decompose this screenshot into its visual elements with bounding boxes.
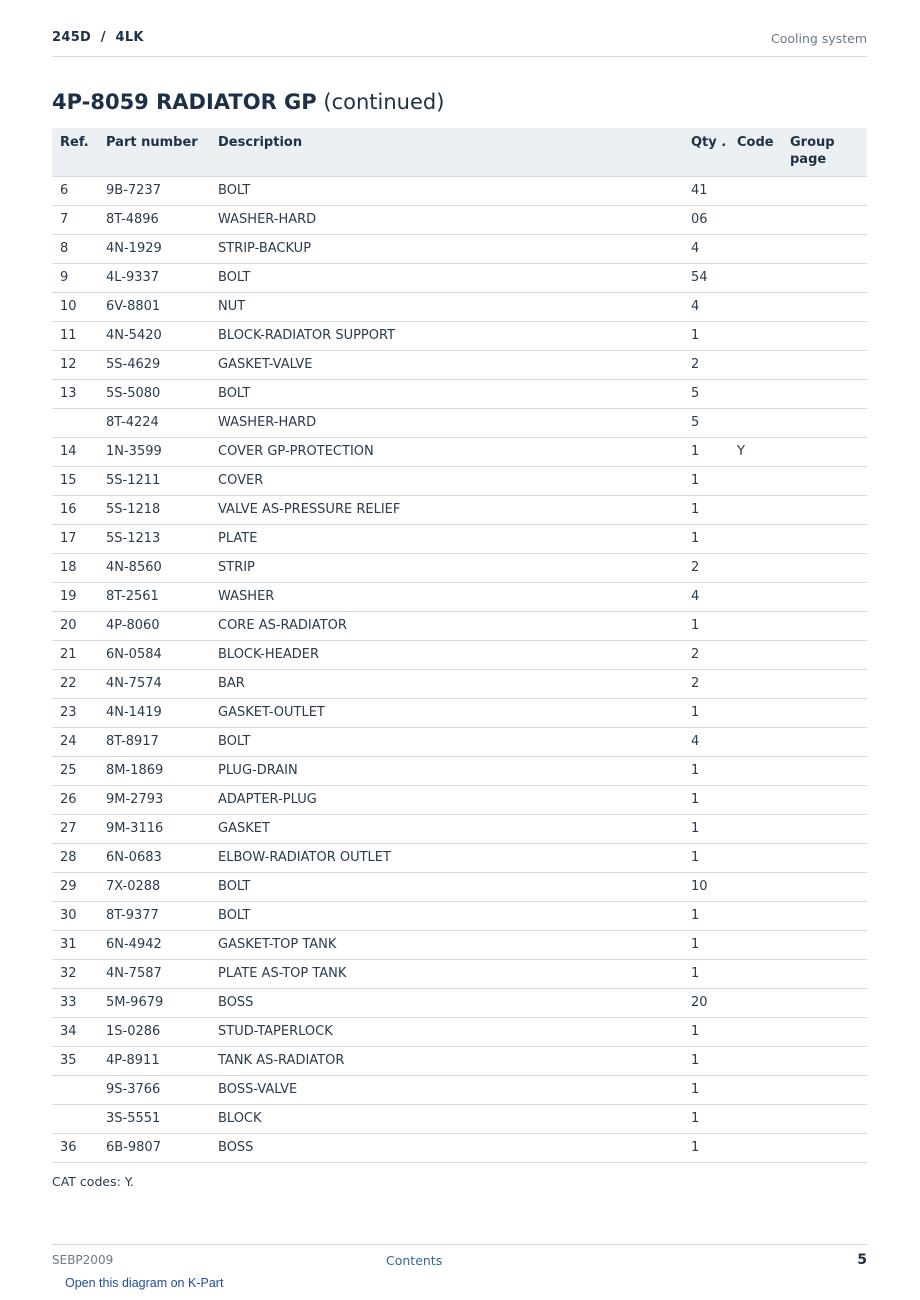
table-row	[52, 843, 867, 872]
table-row	[52, 640, 867, 669]
cell-group-page	[782, 901, 867, 930]
cell-description: STRIP-BACKUP	[210, 234, 683, 263]
cell-code	[729, 553, 782, 582]
cell-description: STUD-TAPERLOCK	[210, 1017, 683, 1046]
cell-qty: 1	[683, 785, 729, 814]
cell-group-page	[782, 350, 867, 379]
cell-group-page	[782, 176, 867, 205]
cell-part-number: 8T-2561	[98, 582, 210, 611]
table-row	[52, 379, 867, 408]
cell-qty: 1	[683, 901, 729, 930]
table-row	[52, 1104, 867, 1133]
table-row	[52, 1075, 867, 1104]
page-title	[52, 90, 444, 114]
cell-code	[729, 495, 782, 524]
cell-code	[729, 1104, 782, 1133]
cell-group-page	[782, 379, 867, 408]
cell-ref: 6	[52, 176, 98, 205]
cell-part-number: 1S-0286	[98, 1017, 210, 1046]
header-row	[52, 128, 867, 176]
table-row	[52, 582, 867, 611]
cell-part-number: 9M-3116	[98, 814, 210, 843]
cell-group-page	[782, 553, 867, 582]
cell-ref: 9	[52, 263, 98, 292]
cell-qty: 1	[683, 698, 729, 727]
cell-ref	[52, 1075, 98, 1104]
cell-code	[729, 988, 782, 1017]
page-header	[52, 28, 867, 57]
cell-qty: 1	[683, 321, 729, 350]
cell-group-page	[782, 292, 867, 321]
cell-part-number: 4P-8060	[98, 611, 210, 640]
cell-description: COVER GP-PROTECTION	[210, 437, 683, 466]
cell-code	[729, 524, 782, 553]
cell-group-page	[782, 988, 867, 1017]
cell-group-page	[782, 263, 867, 292]
cell-description: PLUG-DRAIN	[210, 756, 683, 785]
table-row	[52, 988, 867, 1017]
cell-part-number: 4N-7574	[98, 669, 210, 698]
cell-qty: 20	[683, 988, 729, 1017]
cell-code	[729, 234, 782, 263]
cell-ref	[52, 408, 98, 437]
cell-group-page	[782, 959, 867, 988]
cell-group-page	[782, 1046, 867, 1075]
cell-group-page	[782, 466, 867, 495]
table-row	[52, 234, 867, 263]
cell-part-number: 3S-5551	[98, 1104, 210, 1133]
table-row	[52, 756, 867, 785]
cell-ref: 14	[52, 437, 98, 466]
cell-description: VALVE AS-PRESSURE RELIEF	[210, 495, 683, 524]
page-footer	[52, 1244, 867, 1275]
cell-qty: 1	[683, 1075, 729, 1104]
cell-code	[729, 379, 782, 408]
cell-description: GASKET	[210, 814, 683, 843]
table-row	[52, 553, 867, 582]
cell-ref: 28	[52, 843, 98, 872]
cell-part-number: 5S-1218	[98, 495, 210, 524]
cell-ref: 18	[52, 553, 98, 582]
cell-qty: 2	[683, 553, 729, 582]
cell-description: BOLT	[210, 176, 683, 205]
table-row	[52, 1046, 867, 1075]
cell-code	[729, 959, 782, 988]
cell-ref: 23	[52, 698, 98, 727]
cell-code	[729, 727, 782, 756]
cell-ref: 7	[52, 205, 98, 234]
cell-group-page	[782, 785, 867, 814]
cell-description: BLOCK-HEADER	[210, 640, 683, 669]
cell-code	[729, 408, 782, 437]
table-row	[52, 669, 867, 698]
model-label: 245D / 4LK	[52, 30, 144, 45]
cell-part-number: 5M-9679	[98, 988, 210, 1017]
cell-qty: 1	[683, 1017, 729, 1046]
cell-ref: 35	[52, 1046, 98, 1075]
col-header-group-page: Group page	[782, 128, 867, 176]
table-row	[52, 814, 867, 843]
cell-qty: 1	[683, 1046, 729, 1075]
table-row	[52, 524, 867, 553]
cell-code	[729, 321, 782, 350]
table-row	[52, 698, 867, 727]
cell-part-number: 5S-1211	[98, 466, 210, 495]
cell-description: PLATE AS-TOP TANK	[210, 959, 683, 988]
cell-description: BOLT	[210, 872, 683, 901]
col-header-qty: Qty .	[683, 128, 729, 176]
cell-group-page	[782, 611, 867, 640]
cell-qty: 1	[683, 611, 729, 640]
cell-description: BOLT	[210, 901, 683, 930]
section-label: Cooling system	[771, 31, 867, 46]
cell-part-number: 7X-0288	[98, 872, 210, 901]
page-number: 5	[857, 1252, 867, 1268]
cell-qty: 1	[683, 959, 729, 988]
table-row	[52, 495, 867, 524]
cell-description: BAR	[210, 669, 683, 698]
cell-description: BOLT	[210, 263, 683, 292]
cell-ref: 19	[52, 582, 98, 611]
title-suffix: (continued)	[323, 90, 445, 114]
cell-qty: 06	[683, 205, 729, 234]
cell-group-page	[782, 727, 867, 756]
cell-qty: 1	[683, 814, 729, 843]
parts-table-body	[52, 176, 867, 1162]
cell-ref: 33	[52, 988, 98, 1017]
cell-code	[729, 176, 782, 205]
cell-group-page	[782, 843, 867, 872]
cell-qty: 1	[683, 524, 729, 553]
cell-ref: 21	[52, 640, 98, 669]
cell-description: GASKET-OUTLET	[210, 698, 683, 727]
cell-part-number: 9S-3766	[98, 1075, 210, 1104]
table-row	[52, 350, 867, 379]
col-header-ref: Ref.	[52, 128, 98, 176]
cell-description: BLOCK	[210, 1104, 683, 1133]
cell-code	[729, 1075, 782, 1104]
cell-qty: 1	[683, 466, 729, 495]
cell-code	[729, 1017, 782, 1046]
cell-ref: 27	[52, 814, 98, 843]
table-row	[52, 437, 867, 466]
cell-qty: 4	[683, 727, 729, 756]
parts-table-header	[52, 128, 867, 176]
cell-ref: 15	[52, 466, 98, 495]
cell-part-number: 8T-4896	[98, 205, 210, 234]
cell-code	[729, 872, 782, 901]
cell-description: WASHER-HARD	[210, 205, 683, 234]
cell-description: GASKET-TOP TANK	[210, 930, 683, 959]
cell-group-page	[782, 582, 867, 611]
cell-qty: 2	[683, 350, 729, 379]
cell-code	[729, 1133, 782, 1162]
cell-qty: 2	[683, 640, 729, 669]
table-row	[52, 263, 867, 292]
cell-ref: 29	[52, 872, 98, 901]
cell-code	[729, 843, 782, 872]
table-row	[52, 785, 867, 814]
cell-part-number: 8T-8917	[98, 727, 210, 756]
cell-part-number: 4N-1419	[98, 698, 210, 727]
cell-description: BOSS	[210, 1133, 683, 1162]
cell-qty: 2	[683, 669, 729, 698]
cell-qty: 1	[683, 930, 729, 959]
cell-qty: 41	[683, 176, 729, 205]
cell-code	[729, 814, 782, 843]
cell-group-page	[782, 930, 867, 959]
cell-part-number: 6N-4942	[98, 930, 210, 959]
cell-part-number: 8T-4224	[98, 408, 210, 437]
cell-qty: 1	[683, 437, 729, 466]
cell-ref: 10	[52, 292, 98, 321]
cell-description: NUT	[210, 292, 683, 321]
cell-group-page	[782, 1075, 867, 1104]
cell-description: BOLT	[210, 727, 683, 756]
cell-part-number: 4N-5420	[98, 321, 210, 350]
cell-code	[729, 263, 782, 292]
cell-group-page	[782, 756, 867, 785]
cell-ref: 25	[52, 756, 98, 785]
cell-description: PLATE	[210, 524, 683, 553]
table-row	[52, 466, 867, 495]
cell-ref: 32	[52, 959, 98, 988]
cell-group-page	[782, 814, 867, 843]
cell-description: TANK AS-RADIATOR	[210, 1046, 683, 1075]
cell-ref: 12	[52, 350, 98, 379]
cell-group-page	[782, 1133, 867, 1162]
cell-qty: 1	[683, 756, 729, 785]
cell-group-page	[782, 1017, 867, 1046]
parts-table	[52, 128, 867, 1163]
cell-part-number: 6N-0683	[98, 843, 210, 872]
cell-qty: 54	[683, 263, 729, 292]
cell-ref: 24	[52, 727, 98, 756]
table-row	[52, 1133, 867, 1162]
cell-qty: 5	[683, 408, 729, 437]
open-diagram-kpart-link[interactable]: Open this diagram on K-Part	[65, 1276, 224, 1290]
cell-qty: 1	[683, 495, 729, 524]
cell-ref: 11	[52, 321, 98, 350]
cell-description: BOSS	[210, 988, 683, 1017]
cell-qty: 4	[683, 582, 729, 611]
cell-description: COVER	[210, 466, 683, 495]
table-row	[52, 959, 867, 988]
cell-ref: 34	[52, 1017, 98, 1046]
cell-code	[729, 785, 782, 814]
cell-group-page	[782, 640, 867, 669]
cell-code	[729, 205, 782, 234]
cell-ref: 30	[52, 901, 98, 930]
cell-part-number: 6V-8801	[98, 292, 210, 321]
cell-code	[729, 640, 782, 669]
cell-description: CORE AS-RADIATOR	[210, 611, 683, 640]
contents-link[interactable]: Contents	[386, 1253, 443, 1268]
cell-code	[729, 466, 782, 495]
cell-group-page	[782, 524, 867, 553]
cell-code	[729, 930, 782, 959]
cell-group-page	[782, 698, 867, 727]
cell-group-page	[782, 408, 867, 437]
table-row	[52, 321, 867, 350]
cell-description: BOLT	[210, 379, 683, 408]
document-id: SEBP2009	[52, 1253, 114, 1267]
col-header-part-number: Part number	[98, 128, 210, 176]
cell-part-number: 9B-7237	[98, 176, 210, 205]
table-row	[52, 872, 867, 901]
table-row	[52, 176, 867, 205]
cell-group-page	[782, 669, 867, 698]
table-row	[52, 901, 867, 930]
table-row	[52, 611, 867, 640]
cell-code	[729, 669, 782, 698]
cell-group-page	[782, 234, 867, 263]
cell-description: STRIP	[210, 553, 683, 582]
cell-ref: 8	[52, 234, 98, 263]
col-header-description: Description	[210, 128, 683, 176]
cell-qty: 4	[683, 292, 729, 321]
cell-qty: 10	[683, 872, 729, 901]
cell-part-number: 8T-9377	[98, 901, 210, 930]
cell-part-number: 4N-7587	[98, 959, 210, 988]
cell-description: BLOCK-RADIATOR SUPPORT	[210, 321, 683, 350]
col-header-code: Code	[729, 128, 782, 176]
cell-code	[729, 582, 782, 611]
cell-group-page	[782, 321, 867, 350]
cell-part-number: 9M-2793	[98, 785, 210, 814]
cell-part-number: 4P-8911	[98, 1046, 210, 1075]
cell-ref: 36	[52, 1133, 98, 1162]
cell-ref: 13	[52, 379, 98, 408]
table-row	[52, 1017, 867, 1046]
cell-qty: 5	[683, 379, 729, 408]
cell-code	[729, 1046, 782, 1075]
cell-part-number: 5S-4629	[98, 350, 210, 379]
cell-code	[729, 756, 782, 785]
cell-ref: 16	[52, 495, 98, 524]
cell-code	[729, 698, 782, 727]
cell-part-number: 5S-5080	[98, 379, 210, 408]
cell-description: GASKET-VALVE	[210, 350, 683, 379]
cell-description: ELBOW-RADIATOR OUTLET	[210, 843, 683, 872]
table-row	[52, 408, 867, 437]
cell-description: WASHER-HARD	[210, 408, 683, 437]
cell-group-page	[782, 1104, 867, 1133]
cell-part-number: 8M-1869	[98, 756, 210, 785]
cell-code	[729, 350, 782, 379]
table-row	[52, 292, 867, 321]
cell-ref: 22	[52, 669, 98, 698]
table-row	[52, 727, 867, 756]
cell-ref: 17	[52, 524, 98, 553]
cell-part-number: 4N-8560	[98, 553, 210, 582]
cell-part-number: 6N-0584	[98, 640, 210, 669]
cat-codes-note: CAT codes: Y.	[52, 1174, 134, 1189]
table-row	[52, 930, 867, 959]
cell-ref: 31	[52, 930, 98, 959]
cell-code	[729, 611, 782, 640]
cell-qty: 1	[683, 1104, 729, 1133]
cell-qty: 1	[683, 1133, 729, 1162]
cell-group-page	[782, 495, 867, 524]
cell-description: BOSS-VALVE	[210, 1075, 683, 1104]
cell-qty: 1	[683, 843, 729, 872]
cell-part-number: 4N-1929	[98, 234, 210, 263]
cell-code	[729, 292, 782, 321]
table-row	[52, 205, 867, 234]
cell-group-page	[782, 437, 867, 466]
cell-ref: 26	[52, 785, 98, 814]
cell-group-page	[782, 872, 867, 901]
cell-ref: 20	[52, 611, 98, 640]
cell-part-number: 4L-9337	[98, 263, 210, 292]
cell-description: ADAPTER-PLUG	[210, 785, 683, 814]
cell-group-page	[782, 205, 867, 234]
cell-code: Y	[729, 437, 782, 466]
cell-code	[729, 901, 782, 930]
cell-ref	[52, 1104, 98, 1133]
cell-part-number: 6B-9807	[98, 1133, 210, 1162]
cell-part-number: 1N-3599	[98, 437, 210, 466]
cell-description: WASHER	[210, 582, 683, 611]
cell-part-number: 5S-1213	[98, 524, 210, 553]
title-main: 4P-8059 RADIATOR GP	[52, 90, 317, 114]
cell-qty: 4	[683, 234, 729, 263]
